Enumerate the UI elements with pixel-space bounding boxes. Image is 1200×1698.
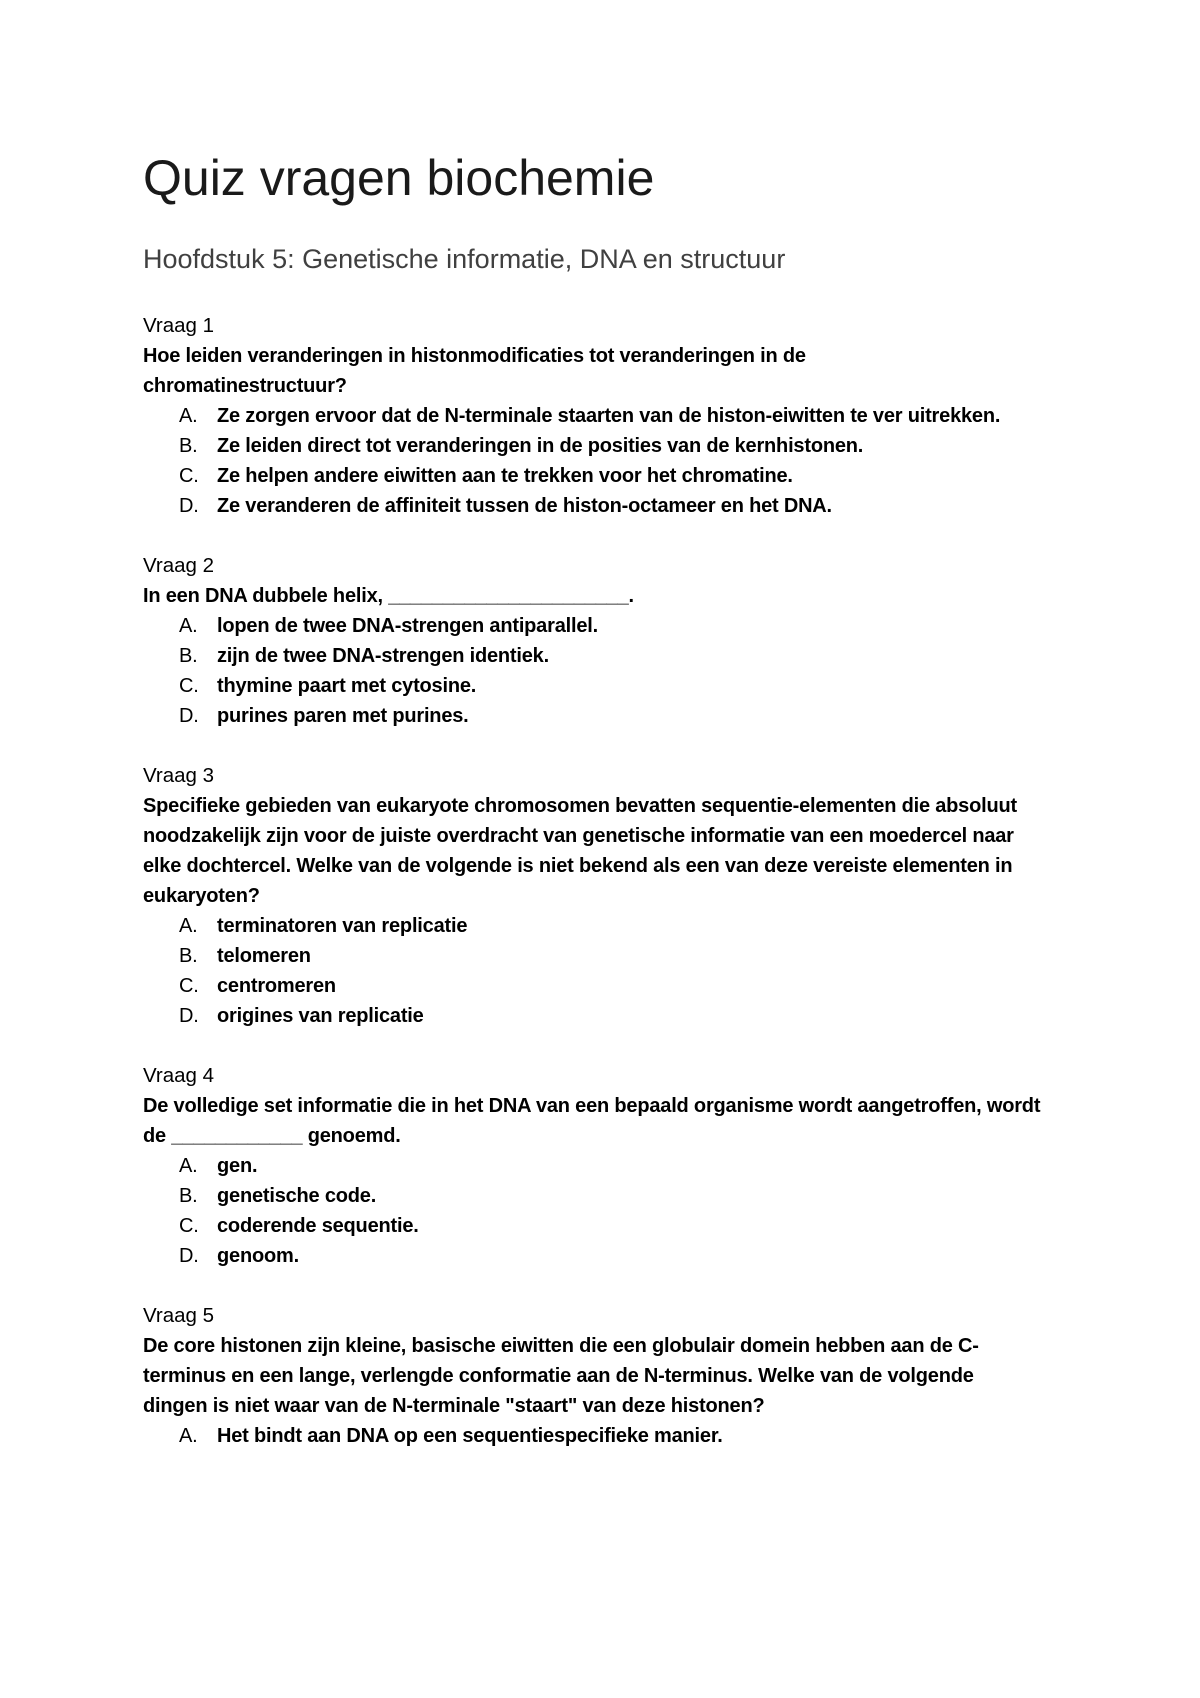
option-letter: D. — [179, 495, 199, 517]
answer-option — [143, 1001, 1083, 1031]
answer-option — [143, 1211, 1083, 1241]
option-text: zijn de twee DNA-strengen identiek. — [217, 645, 549, 667]
option-letter: C. — [179, 975, 199, 997]
question-2 — [143, 551, 1083, 731]
answer-option — [143, 1421, 1083, 1451]
option-letter: C. — [179, 465, 199, 487]
option-letter: B. — [179, 1185, 198, 1207]
question-text: De core histonen zijn kleine, basische eiwitten die een globulair domein hebben aan de C-terminus en een lange, verlengde conformatie aan de N-terminus. Welke van de volgende dingen is niet waar van de N-terminale "staart" van deze histonen? — [143, 1335, 979, 1417]
answer-options — [143, 1421, 1083, 1451]
option-text: Het bindt aan DNA op een sequentiespecifieke manier. — [217, 1425, 723, 1447]
option-letter: C. — [179, 1215, 199, 1237]
question-text: Specifieke gebieden van eukaryote chromosomen bevatten sequentie-elementen die absoluut noodzakelijk zijn voor de juiste overdracht van genetische informatie van een moedercel naar elke dochtercel. Welke van de volgende is niet bekend als een van deze vereiste elementen in eukaryoten? — [143, 795, 1017, 907]
answer-options — [143, 911, 1083, 1031]
option-text: Ze veranderen de affiniteit tussen de histon-octameer en het DNA. — [217, 495, 832, 517]
option-letter: C. — [179, 675, 199, 697]
answer-options — [143, 401, 1083, 521]
question-1 — [143, 311, 1083, 521]
answer-options — [143, 611, 1083, 731]
option-text: Ze leiden direct tot veranderingen in de posities van de kernhistonen. — [217, 435, 864, 457]
answer-option — [143, 611, 1083, 641]
chapter-subtitle: Hoofdstuk 5: Genetische informatie, DNA en structuur — [143, 244, 786, 274]
answer-option — [143, 1181, 1083, 1211]
option-letter: D. — [179, 705, 199, 727]
answer-option — [143, 701, 1083, 731]
option-letter: B. — [179, 645, 198, 667]
answer-option — [143, 1241, 1083, 1271]
option-text: genoom. — [217, 1245, 299, 1267]
option-letter: B. — [179, 435, 198, 457]
question-label: Vraag 5 — [143, 1304, 215, 1327]
answer-option — [143, 971, 1083, 1001]
question-3 — [143, 761, 1083, 1031]
answer-option — [143, 461, 1083, 491]
question-text: De volledige set informatie die in het DNA van een bepaald organisme wordt aangetroffen, wordt de ____________ genoemd. — [143, 1095, 1041, 1147]
option-text: telomeren — [217, 945, 311, 967]
option-text: lopen de twee DNA-strengen antiparallel. — [217, 615, 598, 637]
answer-option — [143, 491, 1083, 521]
option-letter: B. — [179, 945, 198, 967]
question-label: Vraag 1 — [143, 314, 215, 337]
page-title: Quiz vragen biochemie — [143, 150, 655, 206]
option-text: origines van replicatie — [217, 1005, 424, 1027]
question-label: Vraag 3 — [143, 764, 215, 787]
option-text: Ze zorgen ervoor dat de N-terminale staarten van de histon-eiwitten te ver uitrekken. — [217, 405, 1001, 427]
question-4 — [143, 1061, 1083, 1271]
option-text: terminatoren van replicatie — [217, 915, 468, 937]
question-label: Vraag 4 — [143, 1064, 215, 1087]
option-text: Ze helpen andere eiwitten aan te trekken voor het chromatine. — [217, 465, 793, 487]
document-page — [143, 148, 1083, 1451]
question-text: Hoe leiden veranderingen in histonmodificaties tot veranderingen in de chromatinestructuur? — [143, 345, 806, 397]
answer-option — [143, 911, 1083, 941]
question-5 — [143, 1301, 1083, 1451]
answer-option — [143, 431, 1083, 461]
option-text: coderende sequentie. — [217, 1215, 419, 1237]
option-letter: D. — [179, 1245, 199, 1267]
question-label: Vraag 2 — [143, 554, 215, 577]
option-text: thymine paart met cytosine. — [217, 675, 477, 697]
option-letter: A. — [179, 615, 198, 637]
answer-option — [143, 401, 1083, 431]
option-letter: A. — [179, 405, 198, 427]
answer-option — [143, 1151, 1083, 1181]
option-text: centromeren — [217, 975, 336, 997]
answer-option — [143, 641, 1083, 671]
option-text: genetische code. — [217, 1185, 377, 1207]
option-text: purines paren met purines. — [217, 705, 469, 727]
option-letter: A. — [179, 915, 198, 937]
option-letter: A. — [179, 1425, 198, 1447]
question-text: In een DNA dubbele helix, ______________________. — [143, 585, 634, 607]
answer-option — [143, 941, 1083, 971]
option-text: gen. — [217, 1155, 258, 1177]
answer-option — [143, 671, 1083, 701]
answer-options — [143, 1151, 1083, 1271]
option-letter: D. — [179, 1005, 199, 1027]
option-letter: A. — [179, 1155, 198, 1177]
